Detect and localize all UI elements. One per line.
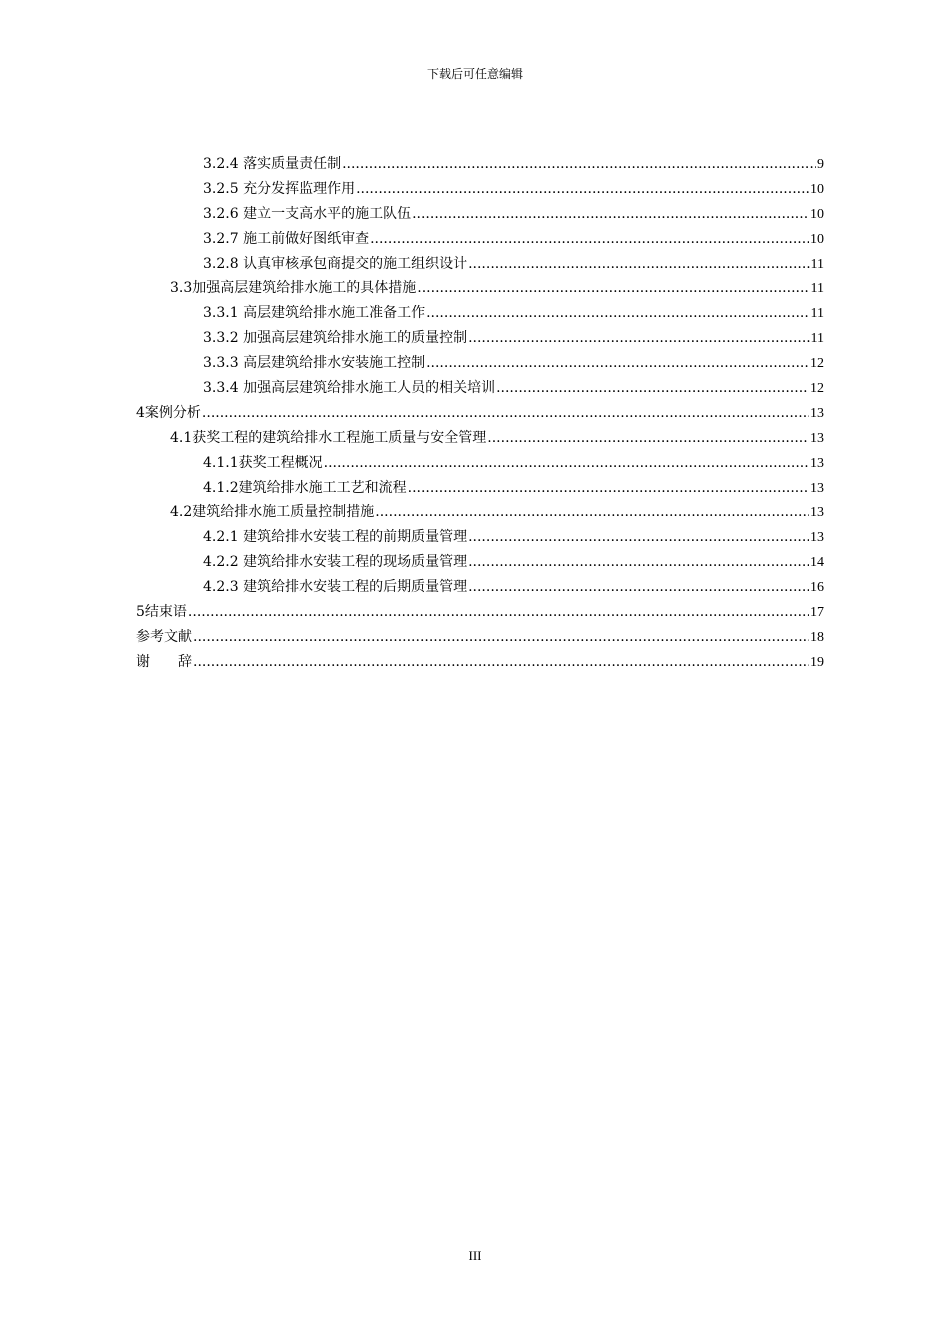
toc-entry[interactable] — [136, 500, 824, 525]
toc-leader-dots — [202, 401, 809, 426]
toc-entry-label: 4.2.2 建筑给排水安装工程的现场质量管理 — [203, 554, 468, 571]
toc-leader-dots — [426, 301, 809, 326]
toc-entry-label: 3.3加强高层建筑给排水施工的具体措施 — [170, 280, 417, 297]
toc-entry-label: 3.2.4 落实质量责任制 — [203, 156, 342, 172]
toc-entry[interactable] — [136, 351, 824, 376]
toc-entry[interactable] — [136, 426, 824, 451]
toc-entry[interactable] — [136, 326, 824, 351]
toc-entry-page: 13 — [810, 405, 824, 421]
toc-leader-dots — [408, 476, 809, 501]
toc-entry-page: 13 — [810, 430, 824, 446]
toc-entry-label: 3.3.2 加强高层建筑给排水施工的质量控制 — [203, 330, 468, 347]
toc-entry-page: 10 — [810, 206, 824, 222]
toc-leader-dots — [193, 650, 809, 675]
toc-entry-label: 4.1.1获奖工程概况 — [203, 454, 323, 471]
toc-entry-label: 4.2.1 建筑给排水安装工程的前期质量管理 — [203, 529, 468, 546]
header-note: 下载后可任意编辑 — [426, 67, 523, 81]
toc-leader-dots — [375, 500, 809, 525]
toc-entry[interactable] — [136, 301, 824, 326]
table-of-contents — [136, 152, 824, 675]
toc-entry-page: 9 — [817, 157, 824, 172]
toc-entry[interactable] — [136, 376, 824, 401]
toc-entry-page: 13 — [810, 505, 824, 521]
toc-entry-page: 19 — [810, 654, 824, 670]
toc-entry-label: 谢 辞 — [136, 653, 192, 670]
toc-leader-dots — [487, 426, 809, 451]
toc-entry[interactable] — [136, 276, 824, 301]
toc-entry-page: 10 — [810, 181, 824, 197]
toc-entry-page: 11 — [810, 256, 824, 272]
toc-entry[interactable] — [136, 177, 824, 202]
toc-entry-page: 11 — [810, 281, 824, 297]
toc-entry[interactable] — [136, 650, 824, 675]
toc-entry[interactable] — [136, 550, 824, 575]
toc-entry-label: 3.2.7 施工前做好图纸审查 — [203, 230, 370, 247]
toc-leader-dots — [342, 152, 816, 177]
toc-entry-page: 11 — [810, 306, 824, 322]
toc-entry[interactable] — [136, 476, 824, 501]
toc-entry[interactable] — [136, 252, 824, 277]
toc-entry-page: 14 — [810, 555, 824, 571]
toc-entry[interactable] — [136, 152, 824, 177]
toc-entry[interactable] — [136, 575, 824, 600]
toc-leader-dots — [468, 550, 809, 575]
toc-entry-label: 4.1.2建筑给排水施工工艺和流程 — [203, 479, 407, 496]
toc-entry[interactable] — [136, 525, 824, 550]
toc-entry-page: 10 — [810, 231, 824, 247]
toc-entry-label: 4.2建筑给排水施工质量控制措施 — [170, 504, 375, 521]
toc-entry-label: 4.1获奖工程的建筑给排水工程施工质量与安全管理 — [170, 429, 487, 446]
toc-leader-dots — [188, 600, 809, 625]
toc-leader-dots — [356, 177, 809, 202]
toc-entry-page: 12 — [810, 381, 824, 397]
toc-leader-dots — [468, 575, 809, 600]
toc-leader-dots — [370, 227, 809, 252]
toc-leader-dots — [496, 376, 809, 401]
toc-entry-label: 参考文献 — [136, 628, 192, 645]
toc-entry-label: 3.3.4 加强高层建筑给排水施工人员的相关培训 — [203, 380, 496, 397]
toc-leader-dots — [324, 451, 809, 476]
toc-entry[interactable] — [136, 600, 824, 625]
toc-entry-label: 3.2.8 认真审核承包商提交的施工组织设计 — [203, 255, 468, 272]
toc-entry[interactable] — [136, 401, 824, 426]
toc-leader-dots — [468, 525, 809, 550]
toc-leader-dots — [468, 326, 809, 351]
page-number: III — [468, 1248, 482, 1263]
toc-entry-label: 3.3.1 高层建筑给排水施工准备工作 — [203, 305, 426, 322]
toc-entry-page: 11 — [810, 331, 824, 347]
toc-entry-page: 16 — [810, 580, 824, 596]
toc-entry-page: 13 — [810, 455, 824, 471]
toc-entry[interactable] — [136, 451, 824, 476]
toc-entry-label: 3.3.3 高层建筑给排水安装施工控制 — [203, 355, 426, 372]
toc-entry-page: 12 — [810, 356, 824, 372]
toc-entry-label: 5结束语 — [136, 604, 187, 621]
toc-entry-label: 3.2.6 建立一支高水平的施工队伍 — [203, 205, 412, 222]
toc-entry[interactable] — [136, 625, 824, 650]
toc-leader-dots — [193, 625, 809, 650]
toc-entry-page: 18 — [810, 629, 824, 645]
toc-entry-label: 4案例分析 — [136, 404, 201, 421]
toc-entry[interactable] — [136, 227, 824, 252]
toc-leader-dots — [412, 202, 809, 227]
toc-entry-page: 17 — [810, 605, 824, 621]
toc-entry[interactable] — [136, 202, 824, 227]
toc-entry-page: 13 — [810, 530, 824, 546]
toc-leader-dots — [426, 351, 809, 376]
toc-entry-label: 3.2.5 充分发挥监理作用 — [203, 180, 356, 197]
toc-leader-dots — [417, 276, 809, 301]
toc-entry-page: 13 — [810, 480, 824, 496]
toc-leader-dots — [468, 252, 809, 277]
toc-entry-label: 4.2.3 建筑给排水安装工程的后期质量管理 — [203, 579, 468, 596]
